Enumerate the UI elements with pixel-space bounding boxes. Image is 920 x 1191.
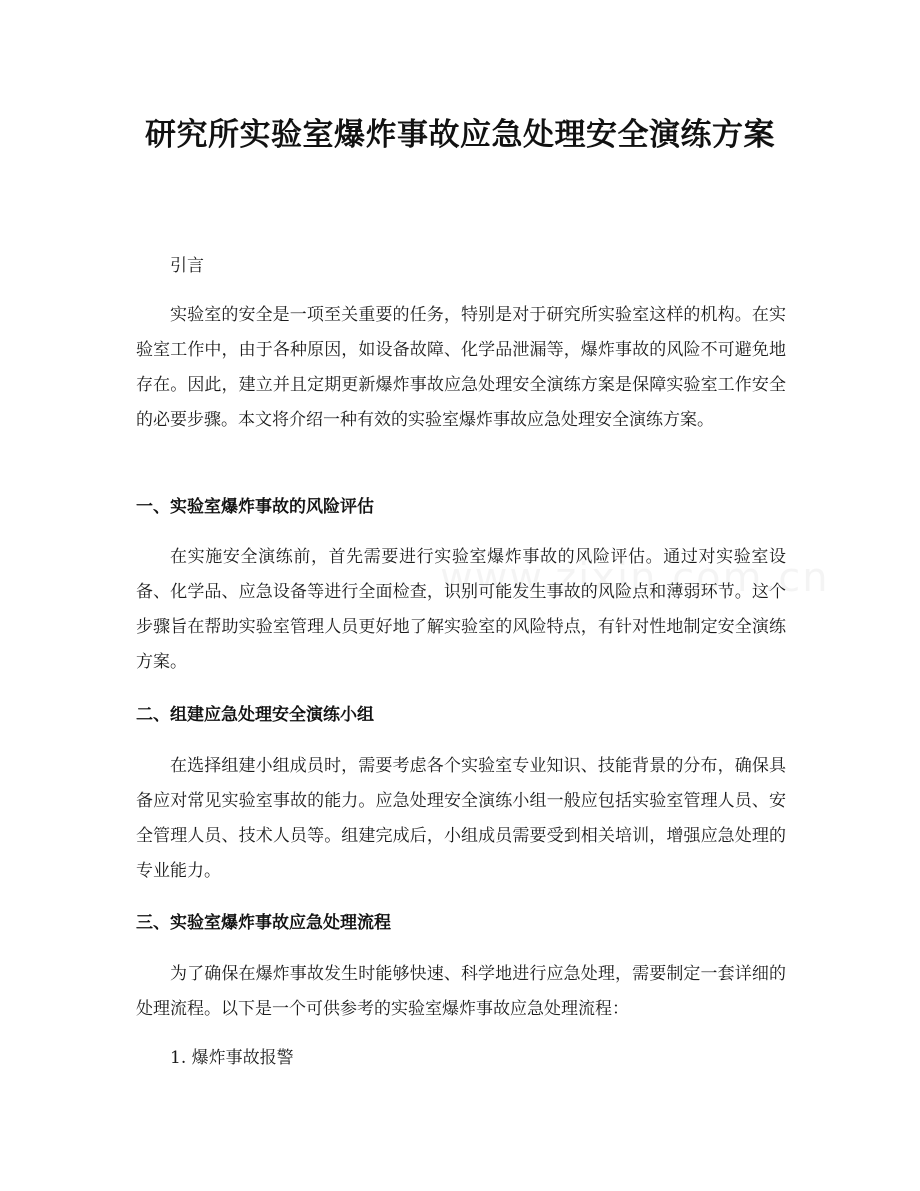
document-title: 研究所实验室爆炸事故应急处理安全演练方案 [145,117,775,153]
intro-label: 引言 [170,256,204,276]
section-2-paragraph: 在选择组建小组成员时，需要考虑各个实验室专业知识、技能背景的分布，确保具备应对常见实验室事故的能力。应急处理安全演练小组一般应包括实验室管理人员、安全管理人员、技术人员等。组建完成后，小组成员需要受到相关培训，增强应急处理的专业能力。 [136,756,786,881]
section-2-heading: 二、组建应急处理安全演练小组 [136,705,374,725]
intro-paragraph: 实验室的安全是一项至关重要的任务，特别是对于研究所实验室这样的机构。在实验室工作中，由于各种原因，如设备故障、化学品泄漏等，爆炸事故的风险不可避免地存在。因此，建立并且定期更新爆炸事故应急处理安全演练方案是保障实验室工作安全的必要步骤。本文将介绍一种有效的实验室爆炸事故应急处理安全演练方案。 [136,305,786,430]
section-1-heading: 一、实验室爆炸事故的风险评估 [136,497,374,517]
section-3-heading: 三、实验室爆炸事故应急处理流程 [136,913,391,933]
list-item-1: 1. 爆炸事故报警 [170,1048,294,1068]
section-1-paragraph: 在实施安全演练前，首先需要进行实验室爆炸事故的风险评估。通过对实验室设备、化学品、应急设备等进行全面检查，识别可能发生事故的风险点和薄弱环节。这个步骤旨在帮助实验室管理人员更好地了解实验室的风险特点，有针对性地制定安全演练方案。 [136,547,786,672]
section-3-paragraph: 为了确保在爆炸事故发生时能够快速、科学地进行应急处理，需要制定一套详细的处理流程。以下是一个可供参考的实验室爆炸事故应急处理流程： [136,964,786,1019]
